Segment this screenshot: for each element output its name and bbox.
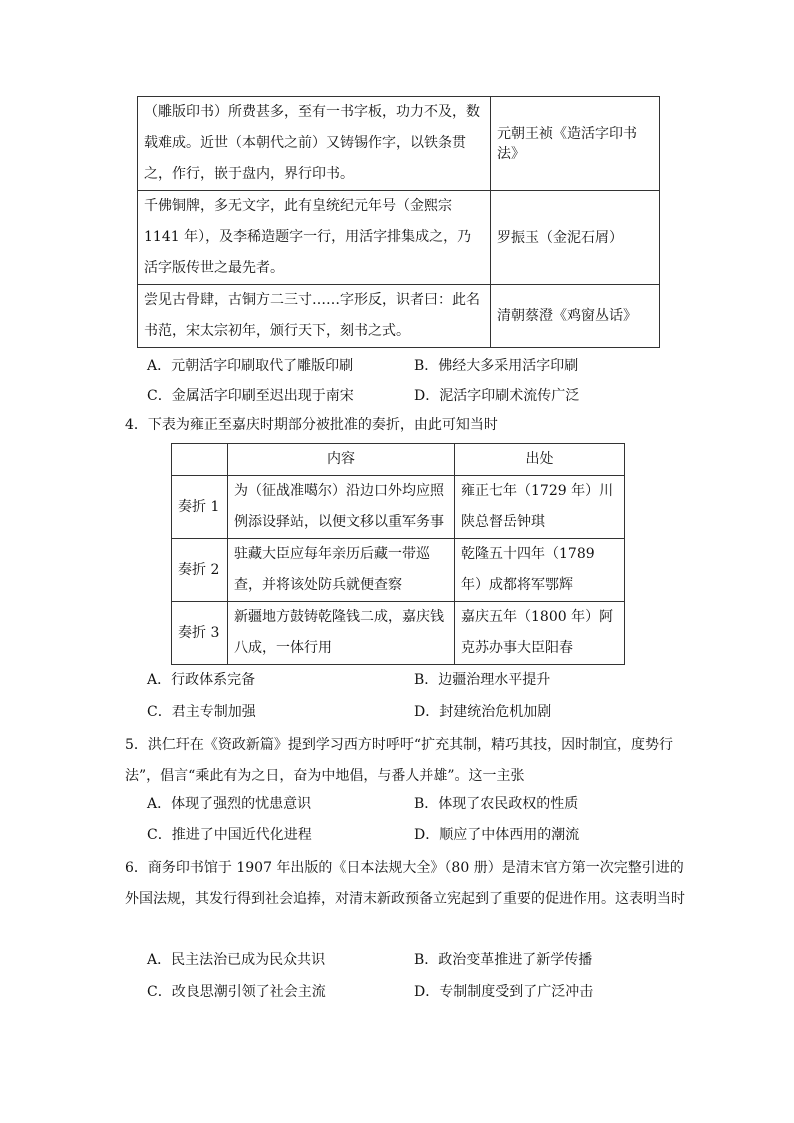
table-row (172, 602, 625, 665)
q6-option-c[interactable]: C．改良思潮引领了社会主流 (147, 984, 326, 1000)
q4-option-d[interactable]: D．封建统治危机加剧 (414, 704, 552, 720)
table-row (172, 539, 625, 602)
q5-option-c[interactable]: C．推进了中国近代化进程 (147, 827, 312, 843)
q4-row3-key: 奏折 3 (172, 602, 228, 665)
q4-row2-key: 奏折 2 (172, 539, 228, 602)
table-header-row (172, 444, 625, 476)
q3-option-b[interactable]: B．佛经大多采用活字印刷 (414, 358, 579, 374)
q5-option-d[interactable]: D．顺应了中体西用的潮流 (414, 827, 580, 843)
q3-option-d[interactable]: D．泥活字印刷术流传广泛 (414, 388, 580, 404)
q5-option-a[interactable]: A．体现了强烈的忧患意识 (147, 796, 312, 812)
q4-option-c[interactable]: C．君主专制加强 (147, 704, 256, 720)
q4-header-source: 出处 (455, 444, 625, 476)
q5-stem: 5．洪仁玕在《资政新篇》提到学习西方时呼吁“扩充其制，精巧其技，因时制宜，度势行法”，倡言“乘此有为之日，奋为中地倡，与番人并雄”。这一主张 (125, 737, 674, 784)
q3-row3-source: 清朝蔡澄《鸡窗丛话》 (491, 285, 660, 348)
q3-row1-source: 元朝王祯《造活字印书法》 (491, 97, 660, 191)
q6-stem: 6．商务印书馆于 1907 年出版的《日本法规大全》（80 册）是清末官方第一次完整引进的外国法规，其发行得到社会追捧，对清末新政预备立宪起到了重要的促进作用。这表明当时 (125, 860, 685, 907)
q4-row2-source: 乾隆五十四年（1789 年）成都将军鄂辉 (455, 539, 625, 602)
q6-option-a[interactable]: A．民主法治已成为民众共识 (147, 952, 326, 968)
table-row (172, 476, 625, 539)
q4-row1-source: 雍正七年（1729 年）川陕总督岳钟琪 (455, 476, 625, 539)
table-row (138, 97, 660, 191)
q4-stem: 4．下表为雍正至嘉庆时期部分被批准的奏折，由此可知当时 (125, 417, 498, 433)
q4-memorial-table (171, 443, 625, 665)
q3-option-c[interactable]: C．金属活字印刷至迟出现于南宋 (147, 388, 354, 404)
q4-row1-content: 为（征战准噶尔）沿边口外均应照例添设驿站，以便文移以重军务事 (228, 476, 455, 539)
q3-source-table (137, 96, 660, 348)
q4-row3-content: 新疆地方鼓铸乾隆钱二成，嘉庆钱八成，一体行用 (228, 602, 455, 665)
q4-row3-source: 嘉庆五年（1800 年）阿克苏办事大臣阳春 (455, 602, 625, 665)
q4-header-content: 内容 (228, 444, 455, 476)
q4-row1-key: 奏折 1 (172, 476, 228, 539)
q4-option-a[interactable]: A．行政体系完备 (147, 672, 256, 688)
q6-option-b[interactable]: B．政治变革推进了新学传播 (414, 952, 593, 968)
q5-option-b[interactable]: B．体现了农民政权的性质 (414, 796, 579, 812)
q3-option-a[interactable]: A．元朝活字印刷取代了雕版印刷 (147, 358, 354, 374)
q6-option-d[interactable]: D．专制制度受到了广泛冲击 (414, 984, 594, 1000)
q4-row2-content: 驻藏大臣应每年亲历后藏一带巡查，并将该处防兵就便查察 (228, 539, 455, 602)
q3-row2-source: 罗振玉（金泥石屑） (491, 191, 660, 285)
q4-header-blank (172, 444, 228, 476)
table-row (138, 191, 660, 285)
table-row (138, 285, 660, 348)
q3-row2-text: 千佛铜牌，多无文字，此有皇统纪元年号（金熙宗 1141 年），及李稀造题字一行，用活字排集成之，乃活字版传世之最先者。 (138, 191, 491, 285)
q3-row3-text: 尝见古骨肆，古铜方二三寸……字形反，识者曰：此名书范，宋太宗初年，颁行天下，刻书之式。 (138, 285, 491, 348)
q4-option-b[interactable]: B．边疆治理水平提升 (414, 672, 551, 688)
q3-row1-text: （雕版印书）所费甚多，至有一书字板，功力不及，数载难成。近世（本朝代之前）又铸锡作字，以铁条贯之，作行，嵌于盘内，界行印书。 (138, 97, 491, 191)
